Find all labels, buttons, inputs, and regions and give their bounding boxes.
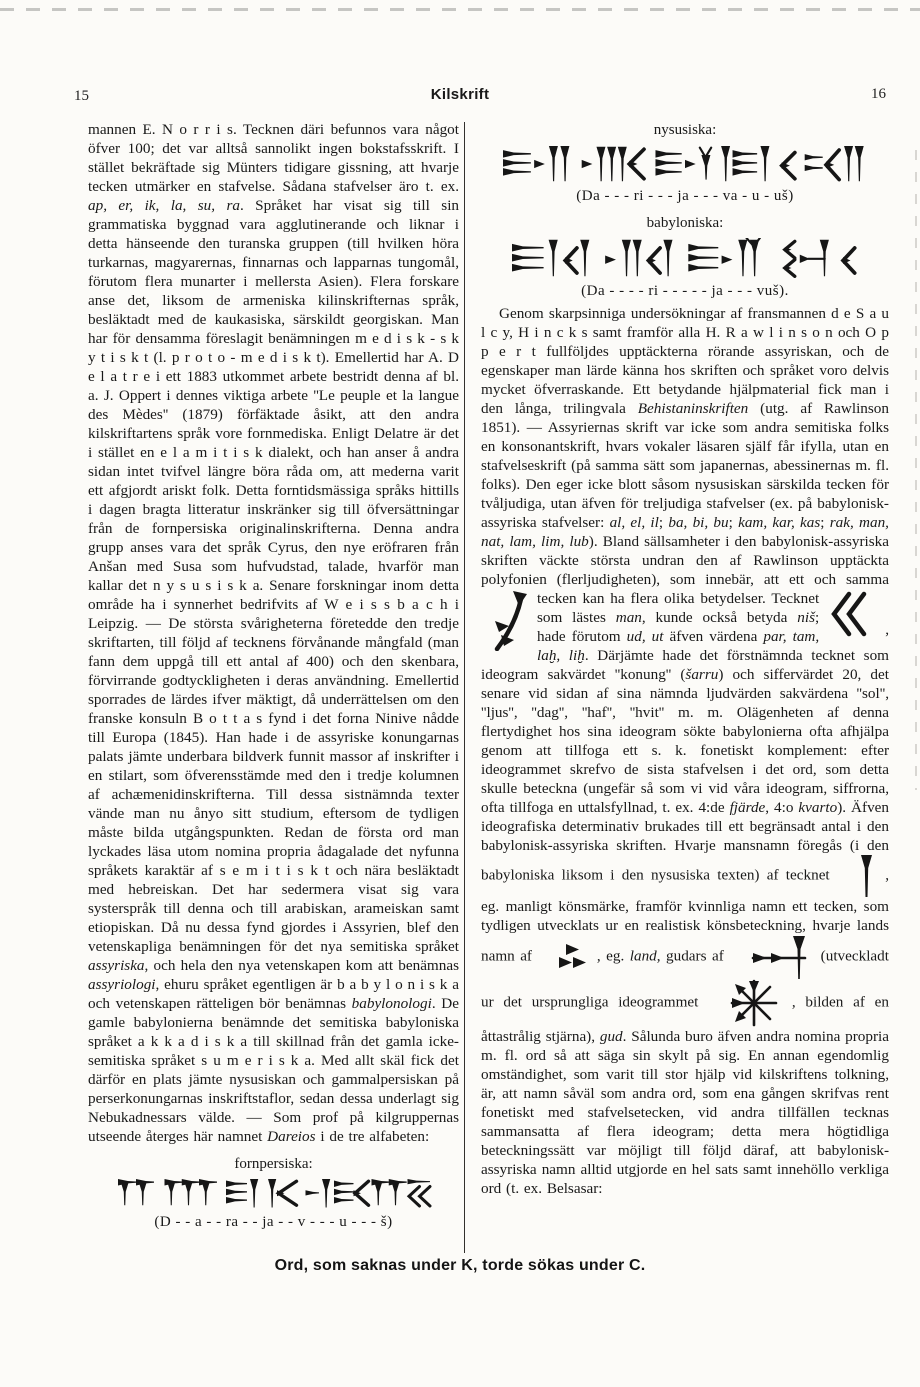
left-column-paragraph: mannen E. N o r r i s. Tecknen däri befunnos vara något öfver 100; det var alltså sannolikt ingen bokstafsskrift. I stället bekräftade sig Münters tidigare gissning, att hvarje tecken utmärker en stafvelse. Sådana stafvelser äro t. ex. ap, er, ik, la, su, ra. Språket har visat sig till sin grammatiska byggnad vara agglutinerande och liknar i detta hänseende den turanska gruppen (till hvilken höra turkarnas, magyarernas, finnarnas och lapparnas tungomål, förutom flera munarter i mellersta Asien). Flera forskare anse det, liksom de armeniska kilinskrifternas språk, besläktadt med de kaukasiska, särskildt georgiskan. Man har för densamma föreslagit benämningen m e d i s k - s k y t i s k t (l. p r o t o - m e d i s k t). Emellertid har A. D e l a t r e i ett 1883 utkommet arbete bestridt denna af bl. a. J. Oppert i dennes viktiga arbete ''Le peuple et la langue des Mèdes'' (1879) förfäktade åsikt, att den andra kilskriftartens språk vore fornmediska. Enligt Delatre är det i stället en e l a m i t i s k dialekt, och han anser å andra sidan intet tvifvel längre böra råda om, att mederna varit ett afgjordt ariskt folk. Detta forntidsmässiga språks hittills i dagen bragta litteratur inskränker sig till öfversättningar från de fornpersiska originalinskrifterna. Denna andra grupp anses vara det språk Cyrus, den nye eröfraren från Anšan med Susa som hufvudstad, talade, hvarför man kallar det n y s u s i s k a. Senare forskningar inom detta område ha i synnerhet bedrifvits af W e i s s b a c h i Leipzig. — De största svårigheterna företedde den tredje skriftarten, till följd af tecknens förvånande mångfald (man fann dem uppgå till ett antal af 400) och den skenbara, förvirrande godtyckligheten i deras användning. Emellertid sporrades de lärdes ifver mäktigt, då underrättelsen om den franske konsuln B o t t a s fynd i det forna Ninive nådde till Europa (1845). Han hade i de assyriske konungarnas palats jämte underbara bildverk funnit massor af inskrifter i en stilart, som öfverensstämde med den i tredje kolumnen af achæmenidinskrifterna. Till dessa sistnämnda texter vände man nu ånyo sitt studium, eftersom de tydligen måste bilda utgångspunkten. Redan de första ord man lyckades läsa utom nomina propria ådagalade det nyfunna språkets karaktär af s e m i t i s k t och nära besläktadt med hebreiskan. Det har sedermera visat sig vara systerspråk till denna och till arabiskan, arameiskan samt etiopiskan. Då nu dessa fynd gjordes i Assyrien, blef den vetenskapliga benämningen för det nya semitiska språket assyriska, och hela den nya vetenskapen kom att benämnas assyriologi, ehuru språket egentligen är b a b y l o n i s k a och vetenskapen rätteligen bör benämnas babylonologi. De gamle babylonierna benämnde det semitiska babyloniska språket a k k a d i s k a till skillnad från det gamla icke-semitiska språket s u m e r i s k a. Med allt skäl fick det därför en plats jämte nysusiskan och gammalpersiskan på perserkonungarnas inskriftstaflor, sedan dessa underlagt sig Nebukadnessars välde. — Som prof på kilgruppernas utseende återges här namnet Dareios i de tre alfabeten:: [88, 121, 460, 1145]
scan-artifact-right-edge: [915, 150, 917, 790]
page-number-left: 15: [74, 88, 89, 104]
scan-artifact-top-edge: [0, 8, 920, 11]
redirect-note: Ord, som saknas under K, torde sökas under C.: [274, 1257, 646, 1274]
page-number-right: 16: [871, 86, 886, 102]
cuneiform-dareios-nysusiska: [481, 145, 889, 183]
cuneiform-sign-eight-rayed-star: [712, 979, 778, 1027]
babyloniska-cuneiform-row-icon: [512, 238, 858, 278]
cuneiform-sign-male-determinative: [841, 855, 874, 897]
eight-rayed-star-icon: [730, 979, 778, 1027]
double-chevron-icon: [829, 591, 867, 637]
transliteration-nysusiska: (Da - - - ri - - - ja - - - va - u - uš): [576, 188, 794, 204]
cuneiform-dareios-fornpersiska: [88, 1179, 459, 1209]
three-wedges-icon: [559, 944, 587, 970]
specimen-caption-babyloniska: babyloniska:: [646, 215, 724, 231]
vertical-wedge-icon: [859, 855, 874, 897]
left-column: [88, 120, 459, 1235]
cuneiform-dareios-babyloniska: [481, 238, 889, 278]
cuneiform-sign-kur-land: [541, 944, 587, 970]
running-title: Kilskrift: [430, 86, 490, 103]
specimen-caption-fornpersiska: fornpersiska:: [234, 1156, 313, 1172]
cuneiform-sign-man-20: ,: [829, 591, 889, 637]
transliteration-babyloniska: (Da - - - - ri - - - - - ja - - - vuš).: [581, 283, 789, 299]
transliteration-fornpersiska: (D - - a - - ra - - ja - - v - - - u - - - š): [154, 1214, 393, 1230]
old-persian-cuneiform-row-icon: [116, 1179, 432, 1209]
right-column: [481, 120, 889, 1198]
cuneiform-sign-ud: [475, 591, 527, 656]
page-header: [0, 86, 920, 108]
wedge-stroke-icon: [493, 591, 527, 651]
god-determinative-icon: [751, 935, 811, 979]
right-column-paragraph: Genom skarpsinniga undersökningar af fransmannen d e S a u l c y, H i n c k s samt framför alla H. R a w l i n s o n och O p p e r t fullföljdes upptäckterna rörande assyriskan, och de egenskaper man lärde känna hos skriften och språket voro delvis mycket öfverraskande. Ett betydande hjälpmaterial fick man i den långa, trilingvala Behistaninskriften (utg. af Rawlinson 1851). — Assyriernas skrift var icke som andra semitiska folks en konsonantskrift, hvars vokaler läsaren själf får ifylla, utan en stafvelseskrift (på samma sätt som japanernas, abessinernas m. fl. folks). Den eger icke blott såsom nysusiskan särskilda tecken för tvåljudiga, utan äfven för treljudiga stafvelser (ex. på babylonisk-assyriska stafvelser: al, el, il; ba, bi, bu; kam, kar, kas; rak, man, nat, lam, lim, lub). Bland sällsamheter i den babylonisk-assyriska skriften väckte största undran den af Rawlinson upptäckta polyfonien (flerljudigheten), som innebär, att ett och samma tecken , kan ha flera olika betydelser. Tecknet som lästes man, kunde också betyda niš; hade förutom ud, ut äfven värdena par, tam, laḫ, liḫ. Därjämte hade det förstnämnda tecknet som ideogram sakvärdet ''konung'' (šarru) och siffervärdet 20, det senare vid sidan af sina nämnda ljudvärden sakvärdena ''sol'', ''ljus'', ''dag'', ''haf'', ''hvit'' m. m. Olägenheten af denna flertydighet hos sina ideogram sökte babylonierna ofta afhjälpa genom att tillfoga ett s. k. fonetiskt komplement: efter ideogrammet skrefvo de sista stafvelsen i det ord, som detta skulle beteckna (ungefär så som vi vid våra ideogram, siffrorna, ofta tillfoga en uttalsfyllnad, t. ex. 4:de fjärde, 4:o kvarto). Äfven ideografiska determinativ brukades till ett begränsadt antal i den babylonisk-assyriska skriften. Hvarje mansnamn föregås (i den babyloniska liksom i den nysusiska texten) af tecknet , eg. manligt könsmärke, framför kvinnliga namn ett tecken, som tydligen utvecklats ur en realistisk könsbeteckning, hvarje lands namn af , eg. land, gudars af (utveckladt ur det ursprungliga ideogrammet , bilden af en åttastrålig stjärna), gud. Sålunda buro äfven andra nomina propria m. fl. ord så att säga sin skylt på sig. En annan egendomlig omständighet, som varit till stor hjälp vid kilskriftens tolkning, är, att namn såväl som andra ord, som ena gången skrifvas rent fonetiskt med stafvelsetecken, vid andra tillfällen tecknas sammansatta af flera ideogram; detta mera högtidliga beteckningssätt var möjligt till följd däraf, att babylonisk-assyriska namn alltid utgjorde en hel sats samt innehöllo verkliga ord (t. ex. Belsasar:: [481, 304, 889, 1198]
column-divider: [464, 122, 465, 1253]
specimen-caption-nysusiska: nysusiska:: [653, 122, 717, 138]
cuneiform-sign-an-god: [733, 935, 811, 979]
nysusiska-cuneiform-row-icon: [503, 145, 867, 183]
